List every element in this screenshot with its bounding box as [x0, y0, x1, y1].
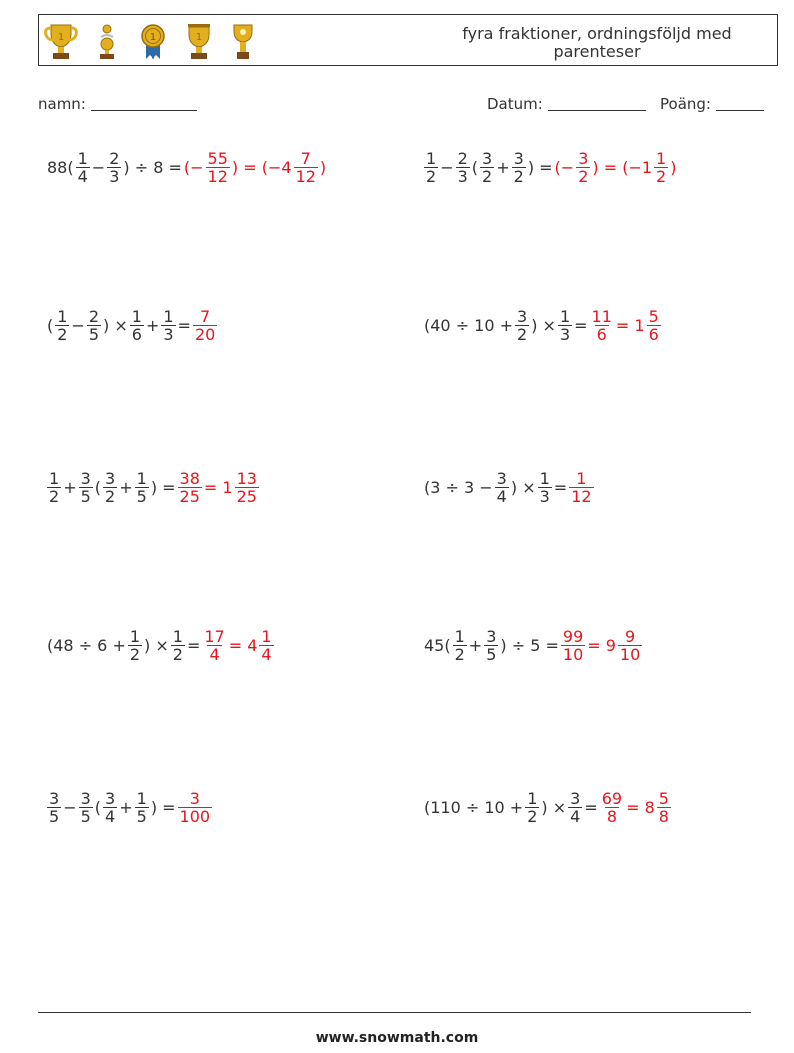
worksheet-header [38, 14, 778, 66]
fraction [484, 628, 498, 663]
denominator: 2 [513, 167, 524, 186]
denominator: 100 [179, 807, 211, 826]
fraction [47, 470, 61, 505]
fraction [79, 790, 93, 825]
denominator: 12 [295, 167, 316, 186]
numerator: 3 [80, 789, 91, 808]
name-blank[interactable] [91, 96, 197, 111]
numerator: 3 [578, 149, 589, 168]
problem-3 [46, 308, 218, 343]
footer-url[interactable]: www.snowmath.com [315, 1030, 479, 1046]
numerator: 1 [57, 307, 68, 326]
score-label: Poäng: [660, 95, 711, 113]
expression-text: + [145, 316, 160, 335]
denominator: 8 [606, 807, 617, 826]
denominator: 3 [109, 167, 120, 186]
numerator: 1 [576, 469, 587, 488]
problem-10 [423, 790, 672, 825]
answer-fraction [576, 150, 590, 185]
expression-text: − [71, 316, 85, 335]
answer-text: (− [183, 158, 204, 177]
fraction [76, 150, 90, 185]
expression-text: ) ÷ 8 = [123, 158, 182, 177]
denominator: 3 [559, 325, 571, 344]
expression-text: ( [94, 798, 102, 817]
fraction [568, 790, 582, 825]
expression-text: = [574, 316, 588, 335]
name-label: namn: [38, 95, 86, 113]
denominator: 4 [209, 645, 220, 664]
answer-fraction [657, 790, 671, 825]
expression-text: + [468, 636, 483, 655]
numerator: 17 [204, 627, 225, 646]
fraction [128, 628, 142, 663]
denominator: 20 [194, 325, 216, 344]
numerator: 1 [172, 627, 183, 646]
denominator: 2 [129, 645, 141, 664]
fraction [480, 150, 494, 185]
fraction [495, 470, 509, 505]
answer-fraction [561, 628, 585, 663]
problem-6 [423, 470, 595, 505]
fraction [107, 150, 121, 185]
fraction [47, 790, 61, 825]
denominator: 5 [88, 325, 100, 344]
fraction [512, 150, 526, 185]
numerator: 3 [189, 789, 200, 808]
expression-text: ( [471, 158, 479, 177]
numerator: 2 [88, 307, 100, 326]
problem-4 [423, 308, 662, 343]
fraction [103, 790, 117, 825]
numerator: 1 [656, 149, 667, 168]
numerator: 1 [129, 627, 141, 646]
problem-5 [46, 470, 260, 505]
fraction [79, 470, 93, 505]
answer-fraction [600, 790, 624, 825]
denominator: 2 [172, 645, 183, 664]
answer-fraction [618, 628, 642, 663]
expression-text: 88( [47, 158, 74, 177]
trophy-small-icon [225, 21, 261, 61]
numerator: 9 [625, 627, 636, 646]
score-field[interactable] [660, 95, 764, 113]
expression-text: + [119, 798, 133, 817]
denominator: 3 [539, 487, 550, 506]
expression-text: ( [47, 316, 54, 335]
trophy-cup-icon [43, 21, 79, 61]
numerator: 3 [105, 789, 116, 808]
numerator: 99 [562, 627, 584, 646]
numerator: 69 [601, 789, 623, 808]
fraction [87, 308, 101, 343]
answer-text: = 8 [626, 798, 655, 817]
svg-text:1: 1 [57, 32, 65, 43]
denominator: 5 [486, 645, 497, 664]
date-field[interactable] [487, 95, 646, 113]
answer-fraction [654, 150, 668, 185]
numerator: 1 [136, 789, 147, 808]
problem-8 [423, 628, 643, 663]
worksheet-title [439, 25, 755, 61]
fraction [130, 308, 144, 343]
expression-text: ) × [103, 316, 128, 335]
denominator: 2 [105, 487, 116, 506]
numerator: 1 [261, 627, 272, 646]
expression-text: 45( [424, 636, 451, 655]
name-field[interactable] [38, 95, 197, 113]
date-label: Datum: [487, 95, 543, 113]
fraction [424, 150, 438, 185]
expression-text: ) = [527, 158, 553, 177]
fraction [161, 308, 175, 343]
expression-text: + [119, 478, 133, 497]
expression-text: − [440, 158, 454, 177]
expression-text: = [553, 478, 568, 497]
numerator: 1 [163, 307, 174, 326]
numerator: 2 [457, 149, 468, 168]
answer-fraction [202, 628, 226, 663]
problem-7 [46, 628, 275, 663]
fraction [456, 150, 470, 185]
numerator: 1 [136, 469, 147, 488]
expression-text: (40 ÷ 10 + [424, 316, 514, 335]
numerator: 1 [131, 307, 142, 326]
fraction [135, 470, 149, 505]
fraction [171, 628, 185, 663]
expression-text: (48 ÷ 6 + [47, 636, 126, 655]
answer-text: (− [554, 158, 575, 177]
svg-text:1: 1 [149, 32, 157, 43]
expression-text: (110 ÷ 10 + [424, 798, 524, 817]
numerator: 3 [496, 469, 507, 488]
denominator: 10 [562, 645, 584, 664]
problem-2 [423, 150, 677, 185]
answer-fraction [294, 150, 318, 185]
expression-text: ) = [150, 798, 176, 817]
numerator: 55 [207, 149, 228, 168]
answer-text: ) [670, 158, 677, 177]
denominator: 3 [163, 325, 174, 344]
answer-fraction [178, 790, 213, 825]
numerator: 1 [426, 149, 437, 168]
numerator: 1 [539, 469, 550, 488]
answer-text: = 1 [203, 478, 233, 497]
fraction [515, 308, 529, 343]
fraction [538, 470, 552, 505]
denominator: 2 [482, 167, 493, 186]
denominator: 6 [596, 325, 607, 344]
numerator: 1 [454, 627, 465, 646]
denominator: 2 [527, 807, 538, 826]
expression-text: (3 ÷ 3 − [424, 478, 493, 497]
denominator: 2 [426, 167, 437, 186]
expression-text: ) × [144, 636, 169, 655]
denominator: 12 [571, 487, 592, 506]
numerator: 5 [658, 789, 669, 808]
denominator: 8 [658, 807, 669, 826]
answer-fraction [193, 308, 217, 343]
numerator: 3 [49, 789, 60, 808]
problem-9 [46, 790, 213, 825]
denominator: 4 [496, 487, 507, 506]
denominator: 5 [80, 487, 91, 506]
fraction [135, 790, 149, 825]
denominator: 4 [77, 167, 88, 186]
answer-text: ) = (−1 [592, 158, 653, 177]
answer-fraction [206, 150, 230, 185]
denominator: 2 [578, 167, 589, 186]
denominator: 5 [136, 807, 147, 826]
numerator: 3 [570, 789, 581, 808]
numerator: 3 [80, 469, 91, 488]
answer-text: ) = (−4 [231, 158, 292, 177]
denominator: 4 [261, 645, 272, 664]
answer-fraction [178, 470, 202, 505]
answer-text: = 1 [615, 316, 645, 335]
numerator: 13 [236, 469, 257, 488]
numerator: 38 [179, 469, 200, 488]
denominator: 5 [49, 807, 60, 826]
expression-text: − [63, 798, 77, 817]
trophy-cup-icon [181, 21, 217, 61]
expression-text: ) = [150, 478, 176, 497]
fraction [558, 308, 572, 343]
title-line-1: fyra fraktioner, ordningsföljd med [462, 24, 732, 43]
denominator: 4 [105, 807, 116, 826]
denominator: 12 [207, 167, 228, 186]
denominator: 6 [648, 325, 659, 344]
answer-fraction [235, 470, 259, 505]
fraction [453, 628, 467, 663]
numerator: 2 [109, 149, 120, 168]
fraction [55, 308, 69, 343]
expression-text: + [63, 478, 77, 497]
expression-text: ) × [531, 316, 556, 335]
numerator: 3 [513, 149, 524, 168]
answer-fraction [259, 628, 273, 663]
denominator: 5 [80, 807, 91, 826]
denominator: 25 [236, 487, 257, 506]
denominator: 2 [656, 167, 667, 186]
problem-1 [46, 150, 327, 185]
denominator: 2 [517, 325, 528, 344]
numerator: 3 [486, 627, 497, 646]
numerator: 3 [517, 307, 528, 326]
answer-text: = 9 [587, 636, 616, 655]
medal-ribbon-icon [135, 21, 171, 61]
expression-text: = [584, 798, 598, 817]
expression-text: + [496, 158, 510, 177]
denominator: 2 [49, 487, 60, 506]
numerator: 3 [482, 149, 493, 168]
numerator: 1 [77, 149, 88, 168]
expression-text: ( [94, 478, 102, 497]
fraction [525, 790, 539, 825]
numerator: 11 [591, 307, 612, 326]
expression-text: = [186, 636, 201, 655]
answer-fraction [647, 308, 661, 343]
date-blank[interactable] [548, 96, 646, 111]
expression-text: ) × [510, 478, 536, 497]
denominator: 6 [131, 325, 142, 344]
numerator: 7 [200, 307, 211, 326]
numerator: 1 [559, 307, 571, 326]
denominator: 5 [136, 487, 147, 506]
expression-text: = [177, 316, 191, 335]
answer-text: ) [319, 158, 327, 177]
expression-text: ) × [541, 798, 567, 817]
numerator: 3 [105, 469, 116, 488]
numerator: 1 [49, 469, 60, 488]
fraction [103, 470, 117, 505]
numerator: 1 [527, 789, 538, 808]
denominator: 3 [457, 167, 468, 186]
answer-fraction [590, 308, 614, 343]
numerator: 7 [300, 149, 311, 168]
denominator: 2 [454, 645, 465, 664]
answer-fraction [569, 470, 593, 505]
footer-divider [38, 1012, 751, 1013]
expression-text: ) ÷ 5 = [500, 636, 559, 655]
score-blank[interactable] [716, 96, 764, 111]
denominator: 25 [179, 487, 200, 506]
title-line-2: parenteser [553, 42, 641, 61]
numerator: 5 [648, 307, 659, 326]
answer-text: = 4 [228, 636, 258, 655]
denominator: 10 [619, 645, 641, 664]
svg-text:1: 1 [195, 32, 203, 43]
expression-text: − [91, 158, 106, 177]
denominator: 4 [570, 807, 581, 826]
denominator: 2 [57, 325, 68, 344]
trophy-figure-icon [89, 21, 125, 61]
